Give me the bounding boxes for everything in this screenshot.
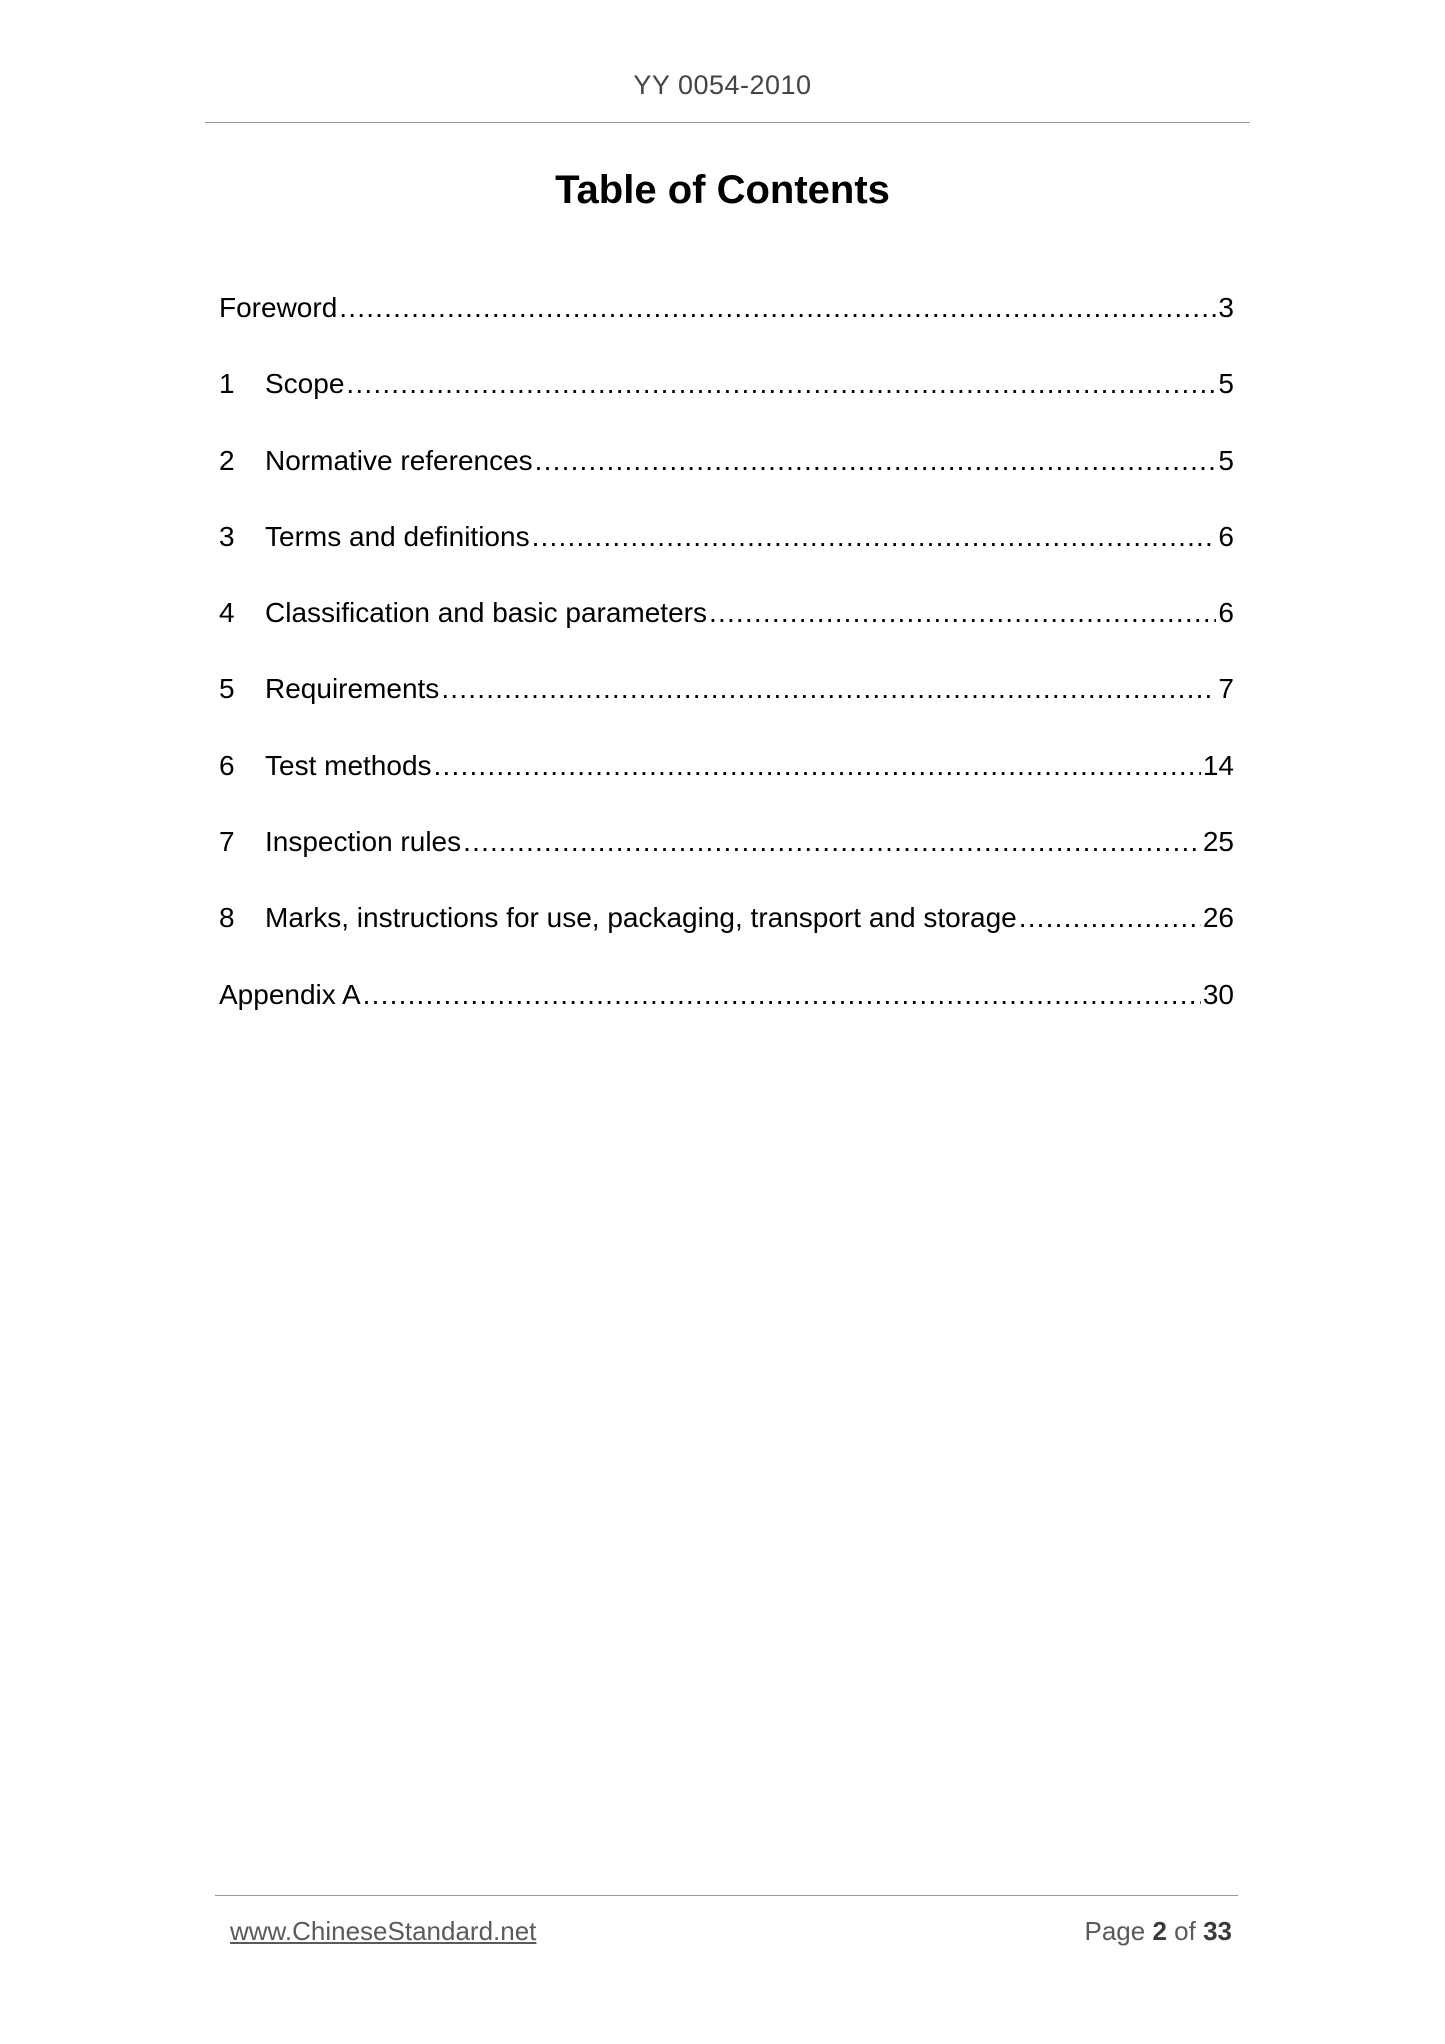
toc-entry-number: 1 xyxy=(219,368,235,400)
toc-entry-number: 8 xyxy=(219,902,235,934)
toc-entry-label: Normative references xyxy=(265,444,533,476)
toc-entry-label: Scope xyxy=(265,368,345,400)
toc-entry-inspection-rules[interactable] xyxy=(219,818,1234,894)
toc-entry-label: Test methods xyxy=(265,749,432,781)
page-title: Table of Contents xyxy=(555,168,890,212)
toc-entry-number: 4 xyxy=(219,597,235,629)
toc-leader-dots xyxy=(339,284,1216,332)
toc-leader-dots xyxy=(434,742,1201,790)
toc-entry-label: Classification and basic parameters xyxy=(265,597,707,629)
toc-entry-page: 7 xyxy=(1218,673,1234,705)
toc-entry-label: Requirements xyxy=(265,673,440,705)
toc-entry-label: Marks, instructions for use, packaging, transport and storage xyxy=(265,902,1017,934)
toc-entry-number: 3 xyxy=(219,520,235,552)
toc-entry-test-methods[interactable] xyxy=(219,742,1234,818)
toc-entry-number: 2 xyxy=(219,444,235,476)
toc-leader-dots xyxy=(709,589,1216,637)
page-total: 33 xyxy=(1203,1916,1232,1946)
toc-entry-requirements[interactable] xyxy=(219,665,1234,741)
page-of: of xyxy=(1174,1916,1196,1946)
toc-leader-dots xyxy=(535,437,1217,485)
toc-entry-number: 6 xyxy=(219,749,235,781)
toc-leader-dots xyxy=(532,513,1217,561)
toc-leader-dots xyxy=(463,818,1201,866)
page-prefix: Page xyxy=(1084,1916,1146,1946)
toc-entry-page: 6 xyxy=(1218,597,1234,629)
toc-entry-page: 5 xyxy=(1218,368,1234,400)
toc-entry-appendix-a[interactable] xyxy=(219,971,1234,1047)
toc-entry-marks-packaging[interactable] xyxy=(219,894,1234,970)
toc-entry-page: 30 xyxy=(1202,978,1234,1010)
toc-entry-page: 3 xyxy=(1218,292,1234,323)
toc-entry-label: Appendix A xyxy=(219,978,361,1010)
toc-entry-label: Terms and definitions xyxy=(265,520,530,552)
toc-entry-scope[interactable] xyxy=(219,360,1234,436)
toc-entry-number: 5 xyxy=(219,673,235,705)
toc-entry-page: 5 xyxy=(1218,444,1234,476)
toc-entry-page: 26 xyxy=(1202,902,1234,934)
page-counter xyxy=(1084,1916,1232,1947)
website-link[interactable]: www.ChineseStandard.net xyxy=(230,1916,537,1946)
page-current: 2 xyxy=(1152,1916,1167,1946)
toc-leader-dots xyxy=(1019,894,1201,942)
toc-leader-dots xyxy=(346,360,1216,408)
toc-entry-normative-references[interactable] xyxy=(219,437,1234,513)
header-divider xyxy=(205,122,1250,123)
toc-entry-classification[interactable] xyxy=(219,589,1234,665)
toc-leader-dots xyxy=(363,971,1201,1019)
footer-divider xyxy=(215,1895,1238,1896)
table-of-contents xyxy=(219,284,1234,1047)
toc-entry-page: 6 xyxy=(1218,520,1234,552)
toc-entry-page: 25 xyxy=(1202,826,1234,858)
toc-entry-label: Foreword xyxy=(219,292,338,323)
toc-entry-foreword[interactable] xyxy=(219,284,1234,360)
toc-entry-terms-and-definitions[interactable] xyxy=(219,513,1234,589)
document-code-header: YY 0054-2010 xyxy=(633,70,812,100)
toc-entry-label: Inspection rules xyxy=(265,826,462,858)
toc-entry-page: 14 xyxy=(1202,749,1234,781)
toc-entry-number: 7 xyxy=(219,826,235,858)
toc-leader-dots xyxy=(441,665,1216,713)
